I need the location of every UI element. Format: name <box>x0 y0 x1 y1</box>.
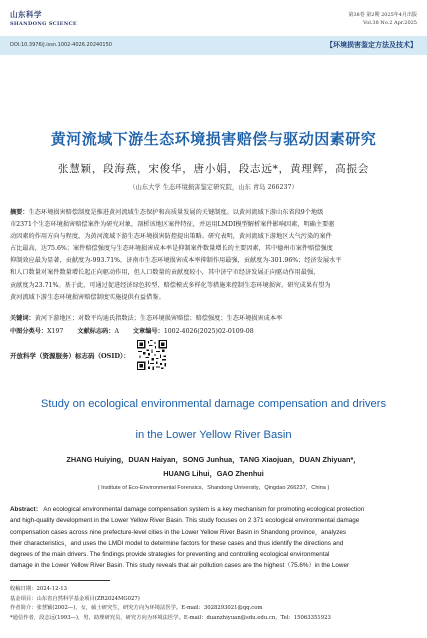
abstract-en-label: Abstract： <box>10 506 42 513</box>
abstract-cn-line: 摘要：生态环境损害赔偿制度是推进黄河流域生态保护和高质量发展的关键制度。以黄河流域下游山东省段9个地级 <box>10 209 324 216</box>
affiliation-cn: （山东大学 生态环境损害鉴定研究院，山东 青岛 266237） <box>129 184 298 191</box>
journal-masthead <box>10 9 77 27</box>
footnote-first-author: 作者简介：张慧颖(2002—)，女，硕士研究生，研究方向为环境法医学。E-mail：3028293021@qq.com <box>10 605 263 611</box>
footnote-funding: 基金项目：山东省自然科学基金项目(ZR2024MG027) <box>10 595 140 602</box>
article-title-en-line: in the Lower Yellow River Basin <box>135 429 292 441</box>
article-title-en-line: Study on ecological environmental damage compensation and drivers <box>40 398 387 410</box>
abstract-en-line: Abstract： An ecological environmental damage compensation system is a key mechanism for promoting ecological protection <box>10 506 365 513</box>
section-tag: 【环境损害鉴定方法及技术】 <box>326 41 417 49</box>
abstract-cn-line: 占比最高，达75.6%；案件赔偿强度与生态环境损害成本率是抑制案件数量增长的主要因素，其中德州市案件赔偿强度 <box>10 245 333 253</box>
article-title-en <box>14 389 413 451</box>
abstract-en-line: and high-quality development in the Lower Yellow River Basin. This study focuses on 2 371 ecological environmental damage <box>10 517 360 525</box>
abstract-en-line: degrees of the main drivers. The findings provide strategies for preventing and controlling ecological environmental <box>10 551 330 559</box>
abstract-cn <box>10 207 417 304</box>
doi[interactable]: DOI:10.3976/j.issn.1002-4026.20240150 <box>10 42 112 48</box>
footnotes <box>10 585 417 623</box>
osid-label: 开放科学（资源服务）标志码（OSID）： <box>10 352 130 360</box>
issue-info <box>348 12 417 27</box>
footnote-divider <box>10 580 110 581</box>
abstract-en <box>10 504 417 572</box>
keywords-cn <box>10 313 417 322</box>
authors-en <box>10 453 417 481</box>
issue-info-cn: 第38卷 第2期 2025年4月出版 <box>348 12 417 18</box>
abstract-cn-line: 动因素的作用方向与程度，为黄河流域下游生态环境损害防控提出策略。研究表明，黄河流域下游地区大气污染的案件 <box>10 233 332 241</box>
footnote-corresponding-author: *通信作者，段志远(1993—)，男，助理研究员，研究方向为环境法医学。E-mail：duanzhiyuan@sdu.edu.cn，Tel：15063351923 <box>10 614 331 621</box>
abstract-cn-line: 和人口数量对案件数量增长起正向驱动作用，但人口数量的贡献度较小，其中济宁市经济发展正向驱动作用最强， <box>10 269 320 277</box>
classification-row <box>10 326 266 335</box>
issue-info-en: Vol.38 No.2 Apr.2025 <box>363 19 417 26</box>
clc-code: 中图分类号：X197 <box>10 328 64 335</box>
journal-name-cn: 山东科学 <box>10 10 42 19</box>
keywords-cn-label: 关键词： <box>10 315 35 322</box>
authors-cn: 张慧颖，段海燕，宋俊华，唐小娟，段志远*，黄理辉，高振会 <box>57 163 370 175</box>
article-number: 文章编号：1002-4026(2025)02-0109-08 <box>132 328 254 335</box>
article-title-cn: 黄河流域下游生态环境损害赔偿与驱动因素研究 <box>50 130 377 148</box>
document-code: 文献标志码：A <box>77 328 119 335</box>
abstract-en-line: damage in the Lower Yellow River Basin. This study reveals that air pollution cases are the highest（75.6%）in the Lower <box>10 562 350 570</box>
abstract-cn-line: 贡献度为23.71%。基于此，可通过促进经济绿色转型、赔偿模式多样化等措施来控制生态环境损害。研究成果有望为 <box>10 281 331 289</box>
abstract-cn-line: 抑制效应最为显著，贡献度为-993.71%，济南市生态环境损害成本率抑制作用最强，贡献度为-301.96%；经济发展水平 <box>10 257 342 265</box>
affiliation-en: ( Institute of Eco-Environmental Forensics，Shandong University，Qingdao 266237，China ) <box>97 485 330 491</box>
qr-code-icon[interactable] <box>137 340 167 370</box>
abstract-en-line: their characteristics，and uses the LMDI model to determine factors for these cases and thus identify the directions and <box>10 539 344 547</box>
abstract-en-line: compensation cases across nine prefecture-level cities in the Lower Yellow River Basin in Shandong province，analyzes <box>10 528 347 536</box>
authors-en-line: HUANG Lihui，GAO Zhenhui <box>163 469 264 478</box>
footnote-received: 收稿日期：2024-12-13 <box>10 586 68 592</box>
abstract-cn-label: 摘要： <box>10 209 29 216</box>
abstract-cn-line: 市2371个生态环境损害赔偿案件为研究对象，剖析该地区案件特征，并运用LMDI模型解析案件影响因素，明确主要驱 <box>10 221 335 229</box>
abstract-cn-line: 黄河流域下游生态环境损害赔偿制度实施提供有益借鉴。 <box>10 293 165 301</box>
keywords-cn-text: 黄河下游地区；对数平均迪氏指数法；生态环境损害赔偿；赔偿强度；生态环境损害成本率 <box>34 315 283 322</box>
journal-name-en: SHANDONG SCIENCE <box>10 21 77 27</box>
authors-en-line: ZHANG Huiying，DUAN Haiyan，SONG Junhua，TANG Xiaojuan，DUAN Zhiyuan*， <box>66 455 361 464</box>
